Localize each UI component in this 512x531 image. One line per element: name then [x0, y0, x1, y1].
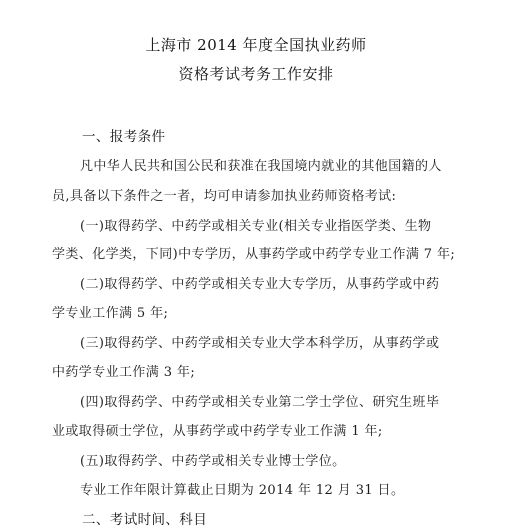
deadline-note: 专业工作年限计算截止日期为 2014 年 12 月 31 日。 — [80, 483, 405, 498]
condition-2-line-2: 学专业工作满 5 年; — [52, 306, 169, 321]
condition-1-line-2: 学类、化学类，下同)中专学历，从事药学或中药学专业工作满 7 年; — [52, 247, 456, 262]
condition-2-line-1: (二)取得药学、中药学或相关专业大专学历，从事药学或中药 — [80, 277, 440, 292]
condition-3-line-1: (三)取得药学、中药学或相关专业大学本科学历，从事药学或 — [80, 336, 440, 351]
condition-4-line-2: 业或取得硕士学位，从事药学或中药学专业工作满 1 年; — [52, 424, 383, 439]
section-heading-eligibility: 一、报考条件 — [82, 129, 166, 145]
condition-4-line-1: (四)取得药学、中药学或相关专业第二学士学位、研究生班毕 — [80, 395, 440, 410]
intro-line-1: 凡中华人民共和国公民和获准在我国境内就业的其他国籍的人 — [80, 159, 442, 174]
intro-line-2: 员,具备以下条件之一者，均可申请参加执业药师资格考试: — [52, 189, 397, 204]
document-title-line2: 资格考试考务工作安排 — [178, 65, 334, 83]
condition-1-line-1: (一)取得药学、中药学或相关专业(相关专业指医学类、生物 — [80, 219, 432, 234]
condition-5-line-1: (五)取得药学、中药学或相关专业博士学位。 — [80, 454, 346, 469]
section-heading-exam-time: 二、考试时间、科目 — [82, 512, 208, 528]
condition-3-line-2: 中药学专业工作满 3 年; — [52, 365, 196, 380]
document-title-line1: 上海市 2014 年度全国执业药师 — [145, 36, 367, 54]
